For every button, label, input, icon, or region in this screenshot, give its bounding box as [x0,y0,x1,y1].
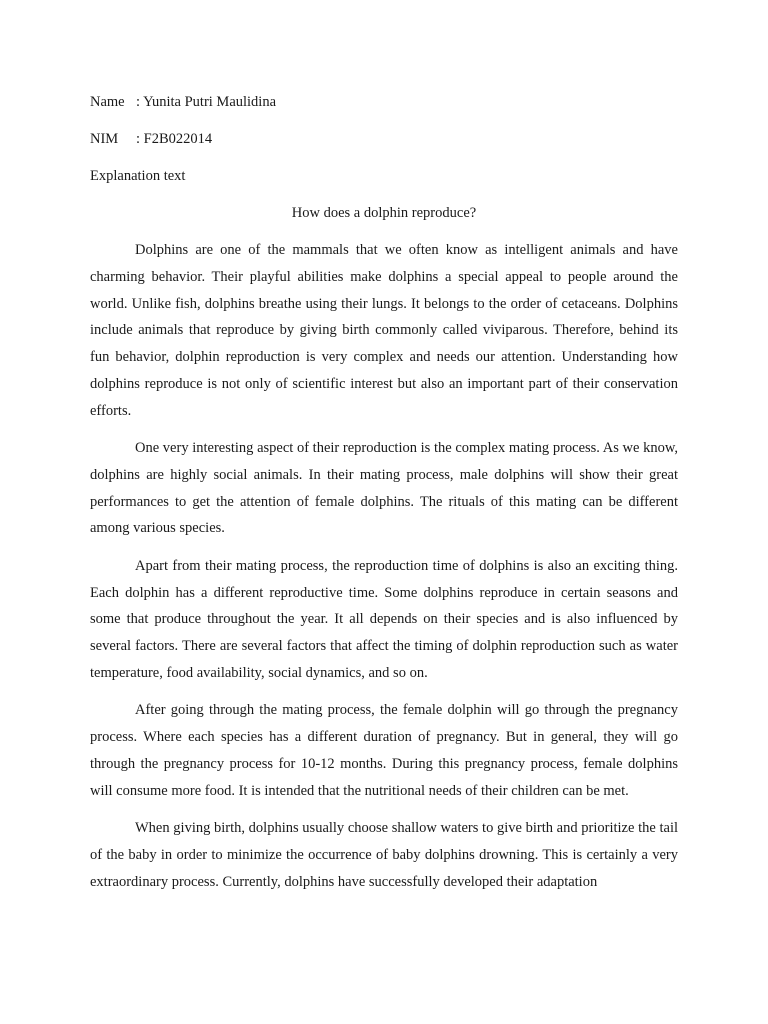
paragraph-pregnancy: After going through the mating process, the female dolphin will go through the pregnancy process. Where each species has a different duration of pregnancy. But in general, they will go through the pregnancy process for 10-12 months. During this pregnancy process, female dolphins will consume more food. It is intended that the nutritional needs of their children can be met. [90,702,678,799]
nim-value: : F2B022014 [136,131,213,147]
paragraph-birth: When giving birth, dolphins usually choose shallow waters to give birth and prioritize the tail of the baby in order to minimize the occurrence of baby dolphins drowning. This is certainly a very extraordinary process. Currently, dolphins have successfully developed their adaptation [90,819,678,890]
document-body [90,237,678,906]
paragraph-mating: One very interesting aspect of their reproduction is the complex mating process. As we know, dolphins are highly social animals. In their mating process, male dolphins will show their great performances to get the attention of female dolphins. The rituals of this mating can be different among various species. [90,440,678,537]
student-nim-line [90,130,212,148]
paragraph-intro: Dolphins are one of the mammals that we often know as intelligent animals and have charming behavior. Their playful abilities make dolphins a special appeal to people around the world. Unlike fish, dolphins breathe using their lungs. It belongs to the order of cetaceans. Dolphins include animals that reproduce by giving birth commonly called viviparous. Therefore, behind its fun behavior, dolphin reproduction is very complex and needs our attention. Understanding how dolphins reproduce is not only of scientific interest but also an important part of their conservation efforts. [90,242,678,419]
text-type-label: Explanation text [90,168,186,184]
document-title: How does a dolphin reproduce? [291,205,477,221]
name-value: : Yunita Putri Maulidina [136,94,277,110]
nim-label: NIM [90,131,119,147]
name-label: Name [90,94,125,110]
student-name-line [90,93,276,111]
paragraph-timing: Apart from their mating process, the reproduction time of dolphins is also an exciting thing. Each dolphin has a different reproductive time. Some dolphins reproduce in certain seasons and some that produce throughout the year. It all depends on their species and is also influenced by several factors. There are several factors that affect the timing of dolphin reproduction such as water temperature, food availability, social dynamics, and so on. [90,557,678,681]
